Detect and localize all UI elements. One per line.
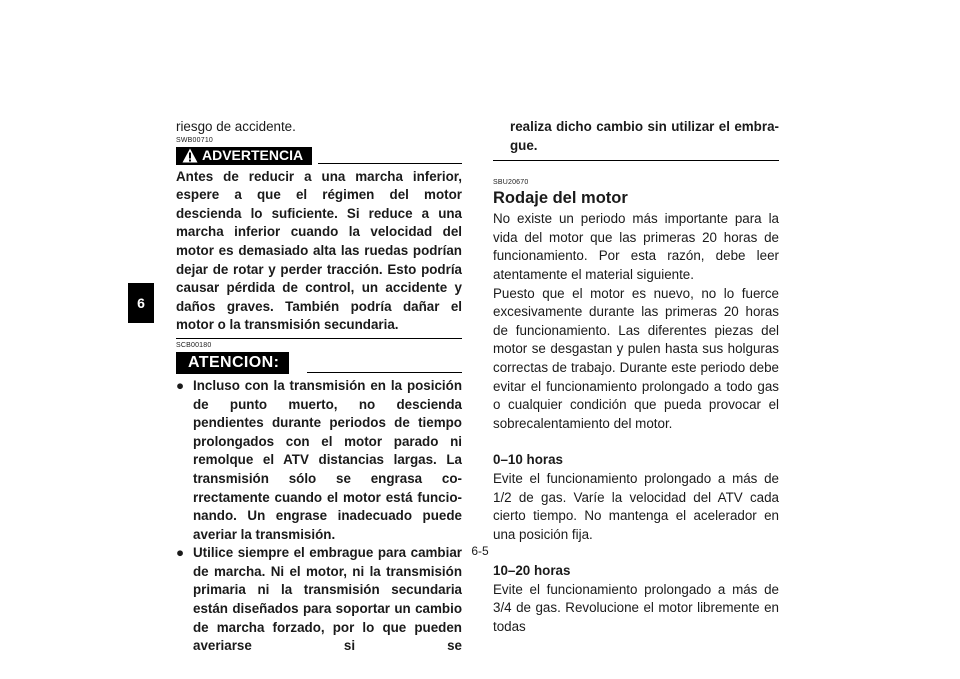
caution-rule	[307, 372, 462, 373]
caution-list	[176, 377, 462, 656]
warning-end-rule	[176, 338, 462, 339]
warning-rule	[318, 163, 462, 164]
left-column	[176, 118, 462, 656]
warning-label: ADVERTENCIA	[202, 147, 304, 164]
caution-label: ATENCION:	[188, 353, 280, 371]
subheading-0-10-text: Evite el funcionamiento prolongado a más de 1/2 de gas. Varíe la velocidad del ATV cada cierto tiempo. No mantenga el acelerador en una posición fija.	[493, 470, 779, 542]
section-heading: Rodaje del motor	[493, 189, 628, 208]
chapter-tab	[128, 283, 154, 323]
subheading-10-20-text: Evite el funcionamiento prolongado a más de 3/4 de gas. Revolucione el motor libremente en todas	[493, 581, 779, 635]
list-item	[176, 544, 462, 656]
warning-text: Antes de reducir a una marcha inferior, espere a que el régimen del motor descienda lo suficiente. Si reduce a una marcha inferior cuando la velocidad del motor es demasiado alta las ruedas podrían dejar de rotar y perder tracción. Esto podría causar pérdida de control, un accidente y daños graves. También podría dañar el motor o la transmisión secundaria.	[176, 168, 462, 333]
bullet-icon: ●	[176, 377, 185, 393]
list-item	[176, 377, 462, 544]
chapter-number: 6	[137, 295, 145, 311]
bullet-icon: ●	[176, 545, 185, 561]
intro-text: riesgo de accidente.	[176, 119, 296, 134]
section-code: SBU20670	[493, 179, 529, 187]
right-column	[493, 118, 779, 637]
warning-header	[176, 147, 462, 165]
section-paragraph-2: Puesto que el motor es nuevo, no lo fuerce excesivamente durante las primeras 20 horas de funcionamiento. Las diferentes piezas del motor se desgastan y pulen hasta sus holguras correctas de trabajo. Durante este periodo debe evitar el funcionamiento prolongado a todo gas o cualquier condición que pueda provocar el sobrecalentamiento del motor.	[493, 285, 779, 431]
warning-code: SWB00710	[176, 136, 214, 144]
caution-header	[176, 352, 462, 374]
page-number: 6-5	[471, 544, 489, 558]
caution-item-text: Incluso con la transmisión en la posición de punto muerto, no descienda pendientes durante periodos de tiempo prolongados con el motor parado ni remolque el ATV distancias largas. La transmisión sólo se engrasa correctamente cuando el motor está funcionando. Un engrase inadecuado puede averiar la transmisión.	[193, 377, 462, 542]
caution-badge	[176, 352, 289, 374]
caution-continued-text: realiza dicho cambio sin utilizar el embrague.	[510, 119, 779, 153]
caution-code: SCB00180	[176, 341, 212, 349]
warning-triangle-icon	[182, 148, 198, 163]
caution-item-text: Utilice siempre el embrague para cambiar de marcha. Ni el motor, ni la transmisión primaria ni la transmisión secundaria están diseñados para soportar un cambio de marcha forzado, por lo que pueden averiarse si se	[193, 545, 462, 654]
subheading-10-20: 10–20 horas	[493, 563, 571, 579]
warning-badge	[176, 147, 312, 165]
section-paragraph-1: No existe un periodo más importante para la vida del motor que las primeras 20 horas de funcionamiento. Por esta razón, debe leer atentamente el material siguiente.	[493, 211, 779, 282]
subheading-0-10: 0–10 horas	[493, 452, 563, 468]
caution-end-rule	[493, 160, 779, 161]
